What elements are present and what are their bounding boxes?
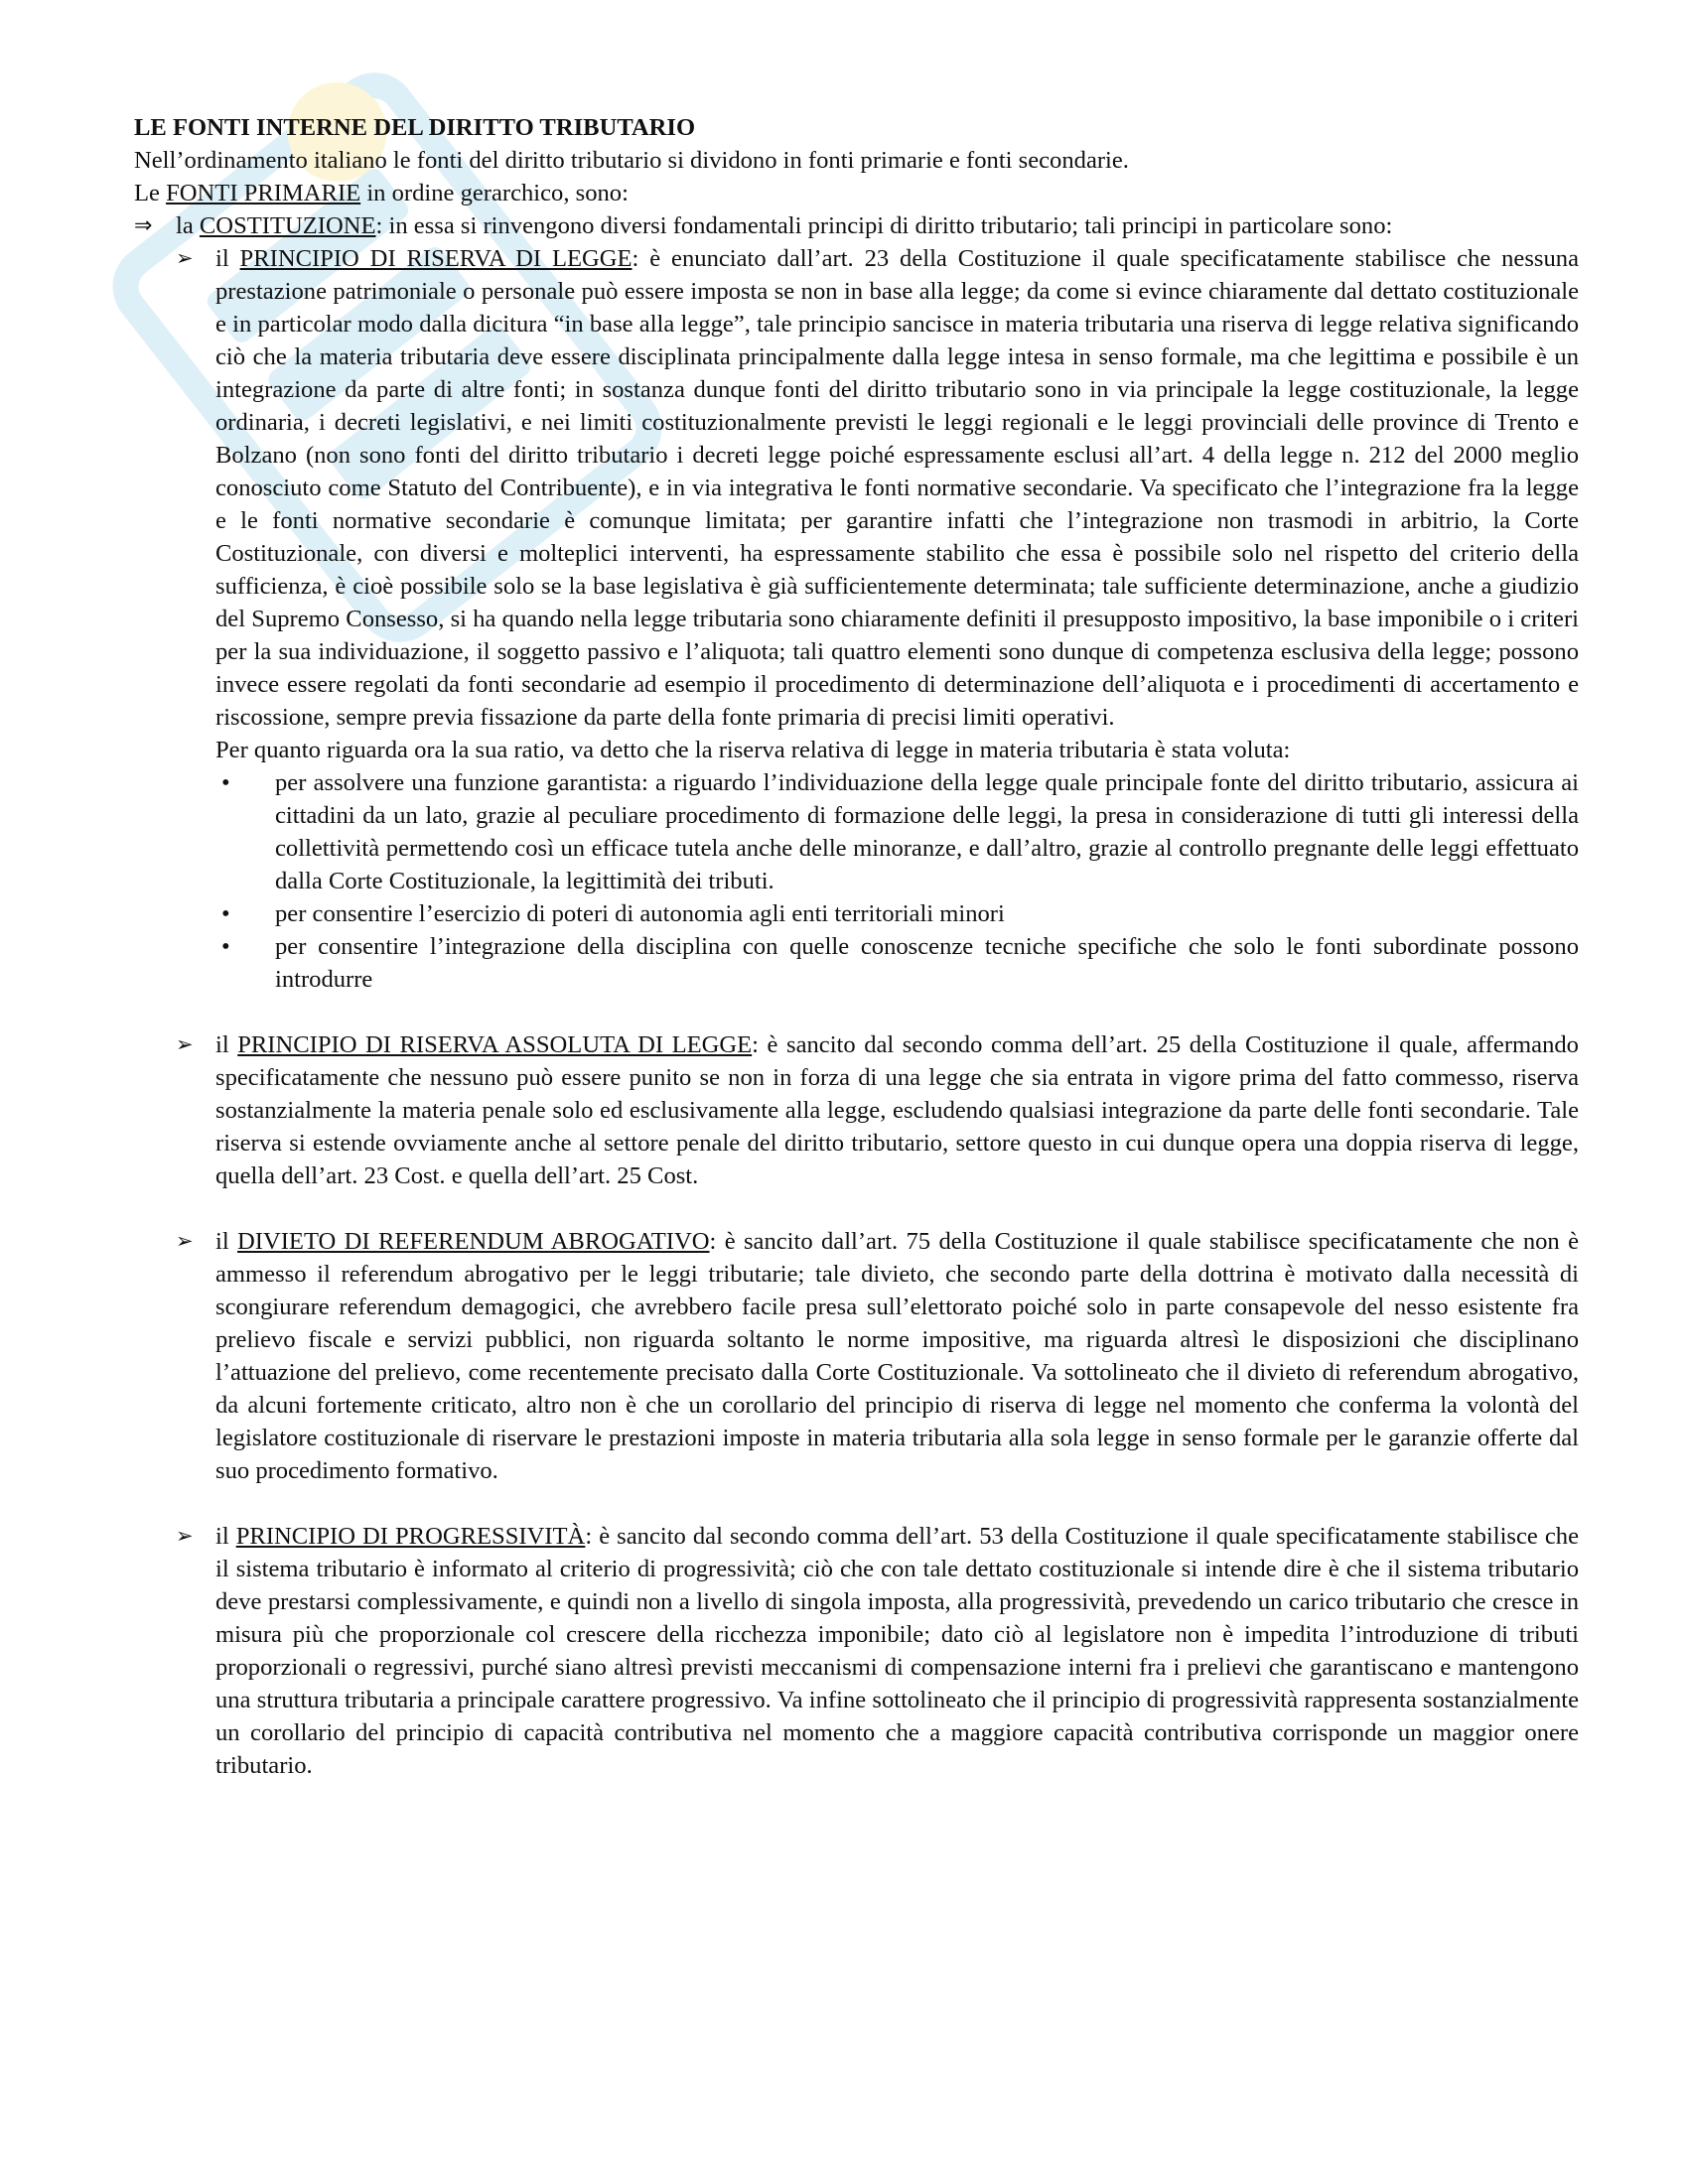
bullet-dot-icon: • bbox=[221, 900, 230, 927]
bullet-dot-icon: • bbox=[221, 933, 230, 960]
list-item: • per consentire l’esercizio di poteri di autonomia agli enti territoriali minori bbox=[215, 897, 1579, 930]
constitution-term: COSTITUZIONE bbox=[199, 212, 376, 239]
arrowhead-bullet-icon: ➢ bbox=[176, 1229, 194, 1253]
section-riserva-assoluta: ➢ il PRINCIPIO DI RISERVA ASSOLUTA DI LEGGE: è sancito dal secondo comma dell’art. 25 della Costituzione il quale, affermando specificatamente che nessuno può essere punito se non in forza di una legge che sia entrata in vigore prima del fatto commesso, riserva sostanzialmente la materia penale solo ed esclusivamente alla legge, escludendo qualsiasi integrazione da parte delle fonti secondarie. Tale riserva si estende ovviamente anche al settore penale del diritto tributario, settore questo in cui dunque opera una doppia riserva di legge, quella dell’art. 23 Cost. e quella dell’art. 25 Cost. bbox=[176, 1028, 1579, 1192]
ratio-intro: Per quanto riguarda ora la sua ratio, va detto che la riserva relativa di legge in materia tributaria è stata voluta: bbox=[215, 737, 1291, 763]
section-term: PRINCIPIO DI PROGRESSIVITÀ bbox=[235, 1523, 586, 1550]
section-term: DIVIETO DI REFERENDUM ABROGATIVO bbox=[237, 1228, 710, 1255]
bullet-dot-icon: • bbox=[221, 769, 230, 796]
list-item: • per assolvere una funzione garantista: a riguardo l’individuazione della legge quale principale fonte del diritto tributario, assicura ai cittadini da un lato, grazie al peculiare procedimento di formazione delle leggi, la presa in considerazione di tutti gli interessi della collettività permettendo così un efficace tutela anche delle minoranze, e dall’altro, grazie al controllo pregnante delle leggi effettuato dalla Corte Costituzionale, la legittimità dei tributi. bbox=[215, 766, 1579, 897]
arrowhead-bullet-icon: ➢ bbox=[176, 1524, 194, 1548]
double-arrow-icon: ⇒ bbox=[134, 213, 153, 238]
constitution-item: ⇒ la COSTITUZIONE: in essa si rinvengono diversi fondamentali principi di diritto tributario; tali principi in particolare sono: bbox=[134, 209, 1579, 242]
primary-sources-term: FONTI PRIMARIE bbox=[166, 180, 361, 206]
section-progressivita: ➢ il PRINCIPIO DI PROGRESSIVITÀ: è sancito dal secondo comma dell’art. 53 della Costituzione il quale specificatamente stabilisce che il sistema tributario è informato al criterio di progressività; ciò che con tale dettato costituzionale si intende dire è che il sistema tributario deve prestarsi complessivamente, e quindi non a livello di singola imposta, alla progressività, prevedendo un carico tributario che cresce in misura più che proporzionale col crescere della ricchezza imponibile; dato ciò al legislatore non è impedita l’introduzione di tributi proporzionali o regressivi, purché siano altresì previsti meccanismi di compensazione interni fra i prelievi che garantiscano e mantengono una struttura tributaria a principale carattere progressivo. Va infine sottolineato che il principio di progressività rappresenta sostanzialmente un corollario del principio di capacità contributiva nel momento che a maggiore capacità contributiva corrisponde un maggior onere tributario. bbox=[176, 1520, 1579, 1782]
section-riserva-di-legge: ➢ il PRINCIPIO DI RISERVA DI LEGGE: è enunciato dall’art. 23 della Costituzione il quale specificatamente stabilisce che nessuna prestazione patrimoniale o personale può essere imposta se non in base alla legge; da come si evince chiaramente dal dettato costituzionale e in particolar modo dalla dicitura “in base alla legge”, tale principio sancisce in materia tributaria una riserva di legge relativa significando ciò che la materia tributaria deve essere disciplinata principalmente dalla legge intesa in senso formale, ma che legittima e possibile è un integrazione da parte di altre fonti; in sostanza dunque fonti del diritto tributario sono in via principale la legge costituzionale, la legge ordinaria, i decreti legislativi, e nei limiti costituzionalmente previsti le leggi regionali e le leggi provinciali delle province di Trento e Bolzano (non sono fonti del diritto tributario i decreti legge poiché espressamente esclusi all’art. 4 della legge n. 212 del 2000 meglio conosciuto come Statuto del Contribuente), e in via integrativa le fonti normative secondarie. Va specificato che l’integrazione fra la legge e le fonti normative secondarie è comunque limitata; per garantire infatti che l’integrazione non trasmodi in arbitrio, la Corte Costituzionale, con diversi e molteplici interventi, ha espressamente stabilito che essa è possibile solo nel rispetto del criterio della sufficienza, è cioè possibile solo se la base legislativa è già sufficientemente determinata; tale sufficiente determinazione, anche a giudizio del Supremo Consesso, si ha quando nella legge tributaria sono chiaramente definiti il presupposto impositivo, la base imponibile o i criteri per la sua individuazione, il soggetto passivo e l’aliquota; tali quattro elementi sono dunque di competenza esclusiva della legge; possono invece essere regolati da fonti secondarie ad esempio il procedimento di determinazione dell’aliquota e i procedimenti di accertamento e riscossione, sempre previa fissazione da parte della fonte primaria di precisi limiti operativi. bbox=[176, 242, 1579, 734]
section-term: PRINCIPIO DI RISERVA DI LEGGE bbox=[239, 245, 633, 272]
arrowhead-bullet-icon: ➢ bbox=[176, 246, 194, 270]
document-page bbox=[134, 111, 1579, 1782]
list-item: • per consentire l’integrazione della disciplina con quelle conoscenze tecniche specifiche che solo le fonti subordinate possono introdurre bbox=[215, 930, 1579, 996]
arrowhead-bullet-icon: ➢ bbox=[176, 1032, 194, 1056]
section-divieto-referendum: ➢ il DIVIETO DI REFERENDUM ABROGATIVO: è sancito dall’art. 75 della Costituzione il quale stabilisce specificatamente che non è ammesso il referendum abrogativo per le leggi tributarie; tale divieto, che secondo parte della dottrina è motivato dalla necessità di scongiurare referendum demagogici, che avrebbero facile presa sull’elettorato poiché solo in parte consapevole del nesso esistente fra prelievo fiscale e servizi pubblici, non riguarda soltanto le norme impositive, ma riguarda altresì le disposizioni che disciplinano l’attuazione del prelievo, come recentemente precisato dalla Corte Costituzionale. Va sottolineato che il divieto di referendum abrogativo, da alcuni fortemente criticato, altro non è che un corollario del principio di riserva di legge nel momento che conferma la volontà del legislatore costituzionale di riservare le prestazioni imposte in materia tributaria alla sola legge in senso formale per le garanzie offerte dal suo procedimento formativo. bbox=[176, 1225, 1579, 1487]
intro-paragraph: Nell’ordinamento italiano le fonti del diritto tributario si dividono in fonti primarie e fonti secondarie. bbox=[134, 147, 1129, 174]
document-title: LE FONTI INTERNE DEL DIRITTO TRIBUTARIO bbox=[134, 114, 696, 141]
ratio-bullet-list bbox=[215, 766, 1579, 996]
primary-sources-line: Le FONTI PRIMARIE in ordine gerarchico, sono: bbox=[134, 180, 629, 206]
section-term: PRINCIPIO DI RISERVA ASSOLUTA DI LEGGE bbox=[237, 1031, 753, 1058]
